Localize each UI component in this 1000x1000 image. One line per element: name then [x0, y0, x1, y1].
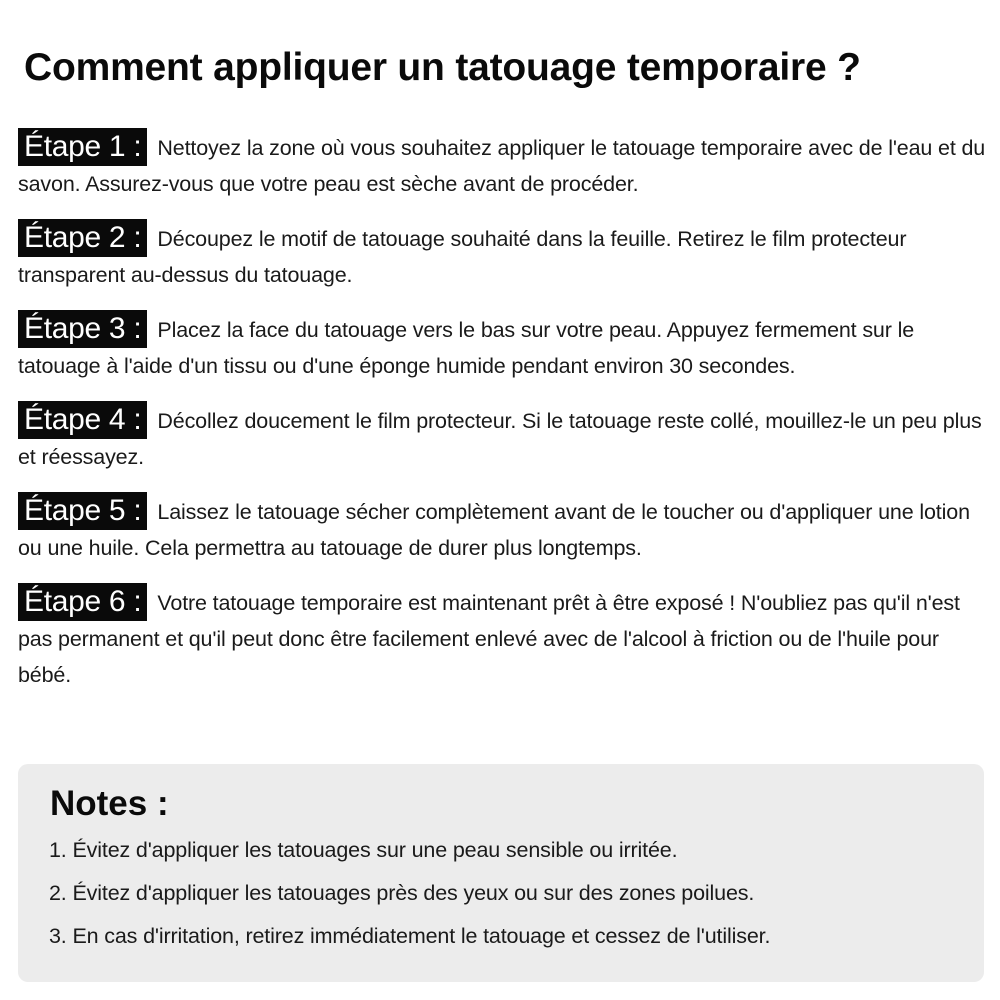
- step-2: [18, 219, 993, 293]
- step-label: Étape 2 :: [18, 219, 147, 257]
- step-label: Étape 5 :: [18, 492, 147, 530]
- step-text: Décollez doucement le film protecteur. Si le tatouage reste collé, mouillez-le un peu plus et réessayez.: [18, 409, 982, 469]
- step-label: Étape 4 :: [18, 401, 147, 439]
- notes-list: [49, 836, 770, 965]
- step-5: [18, 492, 993, 566]
- step-text: Placez la face du tatouage vers le bas sur votre peau. Appuyez fermement sur le tatouage à l'aide d'un tissu ou d'une éponge humide pendant environ 30 secondes.: [18, 318, 914, 378]
- step-label: Étape 3 :: [18, 310, 147, 348]
- step-text: Découpez le motif de tatouage souhaité dans la feuille. Retirez le film protecteur transparent au-dessus du tatouage.: [18, 227, 907, 287]
- notes-title: Notes :: [50, 784, 169, 823]
- note-item: 1. Évitez d'appliquer les tatouages sur une peau sensible ou irritée.: [49, 838, 678, 862]
- step-4: [18, 401, 993, 475]
- note-item: 3. En cas d'irritation, retirez immédiatement le tatouage et cessez de l'utiliser.: [49, 924, 771, 948]
- step-label: Étape 1 :: [18, 128, 147, 166]
- note-item: 2. Évitez d'appliquer les tatouages près des yeux ou sur des zones poilues.: [49, 881, 755, 905]
- step-text: Laissez le tatouage sécher complètement avant de le toucher ou d'appliquer une lotion ou une huile. Cela permettra au tatouage de durer plus longtemps.: [18, 500, 970, 560]
- step-label: Étape 6 :: [18, 583, 147, 621]
- notes-box: [18, 764, 984, 982]
- step-3: [18, 310, 993, 384]
- steps-list: [18, 128, 993, 710]
- step-text: Votre tatouage temporaire est maintenant prêt à être exposé ! N'oubliez pas qu'il n'est pas permanent et qu'il peut donc être facilement enlevé avec de l'alcool à friction ou de l'huile pour bébé.: [18, 591, 960, 687]
- step-6: [18, 583, 993, 693]
- step-1: [18, 128, 993, 202]
- page-title: Comment appliquer un tatouage temporaire ?: [24, 46, 861, 89]
- step-text: Nettoyez la zone où vous souhaitez appliquer le tatouage temporaire avec de l'eau et du savon. Assurez-vous que votre peau est sèche avant de procéder.: [18, 136, 986, 196]
